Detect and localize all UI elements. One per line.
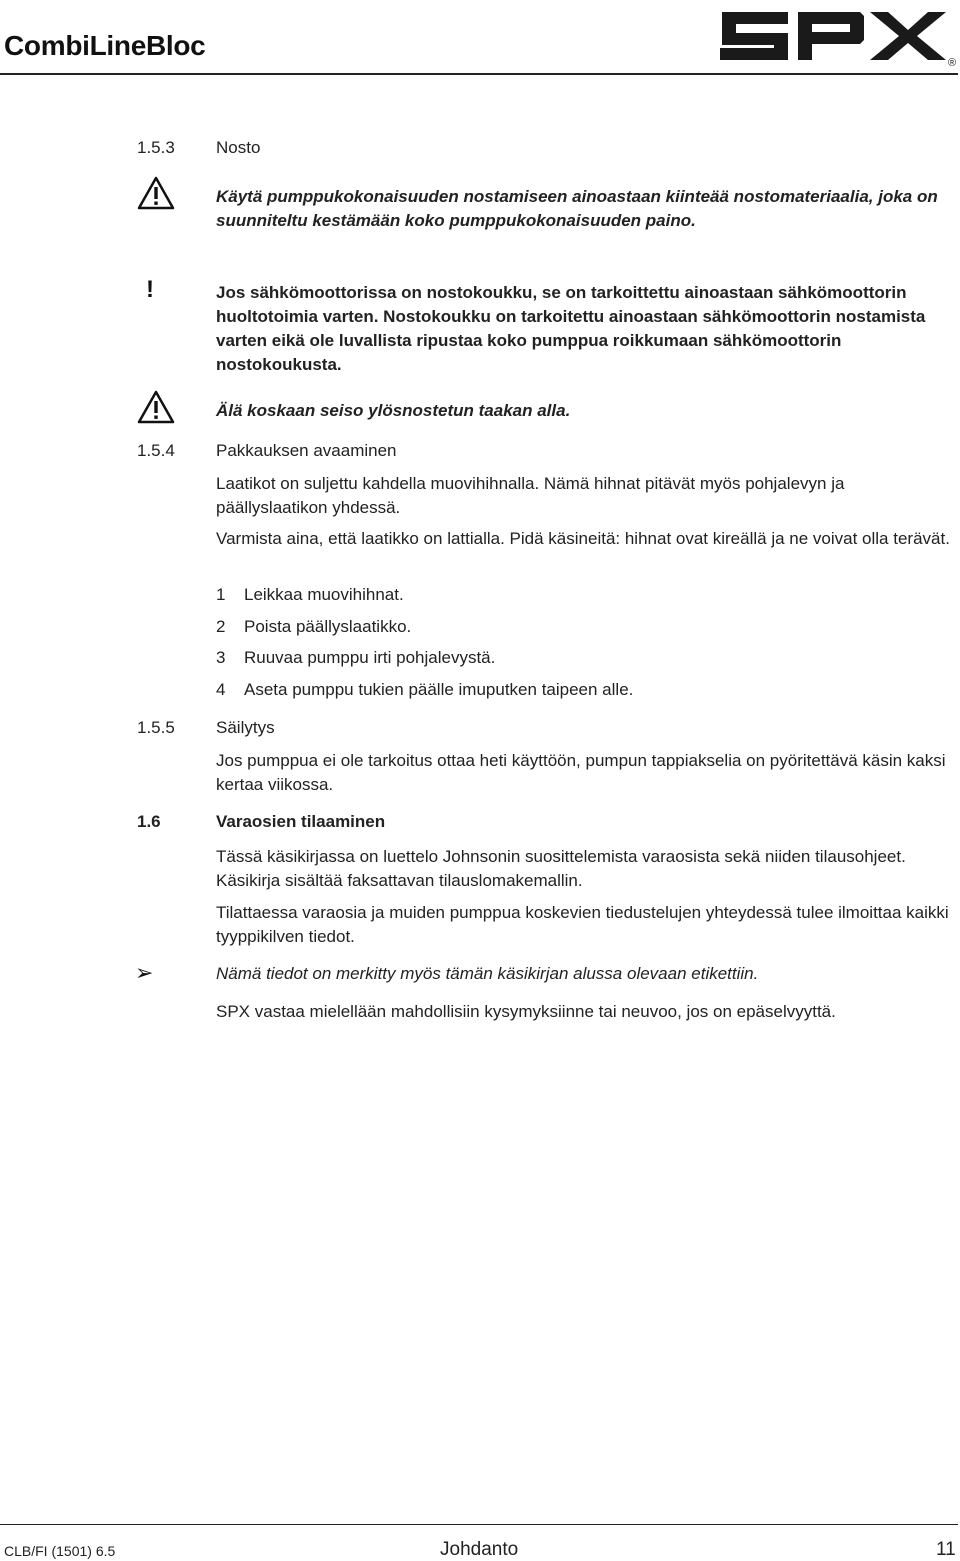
step-number: 3 [216,648,226,667]
step-text: Poista päällyslaatikko. [244,617,412,636]
section-number-1-6: 1.6 [137,812,161,831]
logo-letter-x [870,12,946,60]
nameplate-note: Nämä tiedot on merkitty myös tämän käsikirjan alussa olevaan etikettiin. [216,964,759,983]
step-item [216,583,956,607]
section-number-1-5-3: 1.5.3 [137,138,175,157]
step-text: Aseta pumppu tukien päälle imuputken taipeen alle. [244,680,634,699]
warning-triangle-icon [137,176,175,210]
unpacking-paragraph-2: Varmista aina, että laatikko on lattialla. Pidä käsineitä: hihnat ovat kireällä ja ne voivat olla terävät. [216,529,950,548]
warning-load-text: Älä koskaan seiso ylösnostetun taakan alla. [216,401,571,420]
header-rule [0,73,958,75]
step-text: Leikkaa muovihihnat. [244,585,404,604]
section-title-storage: Säilytys [216,718,275,737]
spare-parts-paragraph-1: Tässä käsikirjassa on luettelo Johnsonin suosittelemista varaosista sekä niiden tilausohjeet. Käsikirja sisältää faksattavan tilauslomakemallin. [216,847,906,890]
section-number-1-5-5: 1.5.5 [137,718,175,737]
section-title-unpacking: Pakkauksen avaaminen [216,441,397,460]
spx-logo [718,2,958,68]
storage-paragraph: Jos pumppua ei ole tarkoitus ottaa heti käyttöön, pumpun tappiakselia on pyöritettävä käsin kaksi kertaa viikossa. [216,751,946,794]
caution-hook-text: Jos sähkömoottorissa on nostokoukku, se on tarkoittettu ainoastaan sähkömoottorin huoltotoimia varten. Nostokoukku on tarkoitettu ainoastaan sähkömoottorin nostamista varten eikä ole luvallista ripustaa koko pumppua roikkumaan sähkömoottorin nostokoukusta. [216,283,926,374]
footer-rule [0,1524,958,1525]
logo-letter-s [720,12,788,60]
section-title-spare-parts: Varaosien tilaaminen [216,812,386,831]
warning-triangle-icon [137,390,175,424]
document-title: CombiLineBloc [4,30,206,61]
step-item [216,678,956,702]
section-number-1-5-4: 1.5.4 [137,441,175,460]
footer-page-number: 11 [936,1539,956,1560]
spare-parts-paragraph-3: SPX vastaa mielellään mahdollisiin kysymyksiinne tai neuvoo, jos on epäselvyyttä. [216,1002,836,1021]
step-item [216,646,956,670]
logo-letter-p [798,12,864,60]
unpacking-paragraph-1: Laatikot on suljettu kahdella muovihihnalla. Nämä hihnat pitävät myös pohjalevyn ja päällyslaatikon yhdessä. [216,474,845,517]
section-title-nosto: Nosto [216,138,261,157]
spare-parts-paragraph-2: Tilattaessa varaosia ja muiden pumppua koskevien tiedustelujen yhteydessä tulee ilmoittaa kaikki tyyppikilven tiedot. [216,903,949,946]
caution-exclamation-icon: ! [146,276,154,303]
footer-doc-code: CLB/FI (1501) 6.5 [4,1543,116,1559]
step-item [216,615,956,639]
registered-mark: ® [948,57,957,68]
step-number: 1 [216,585,226,604]
warning-lifting-text: Käytä pumppukokonaisuuden nostamiseen ainoastaan kiinteää nostomateriaalia, joka on suunniteltu kestämään koko pumppukokonaisuuden paino. [216,187,938,230]
step-text: Ruuvaa pumppu irti pohjalevystä. [244,648,496,667]
step-number: 2 [216,617,226,636]
arrow-bullet-icon: ➢ [135,960,154,985]
step-number: 4 [216,680,226,699]
footer-section-name: Johdanto [440,1539,519,1560]
